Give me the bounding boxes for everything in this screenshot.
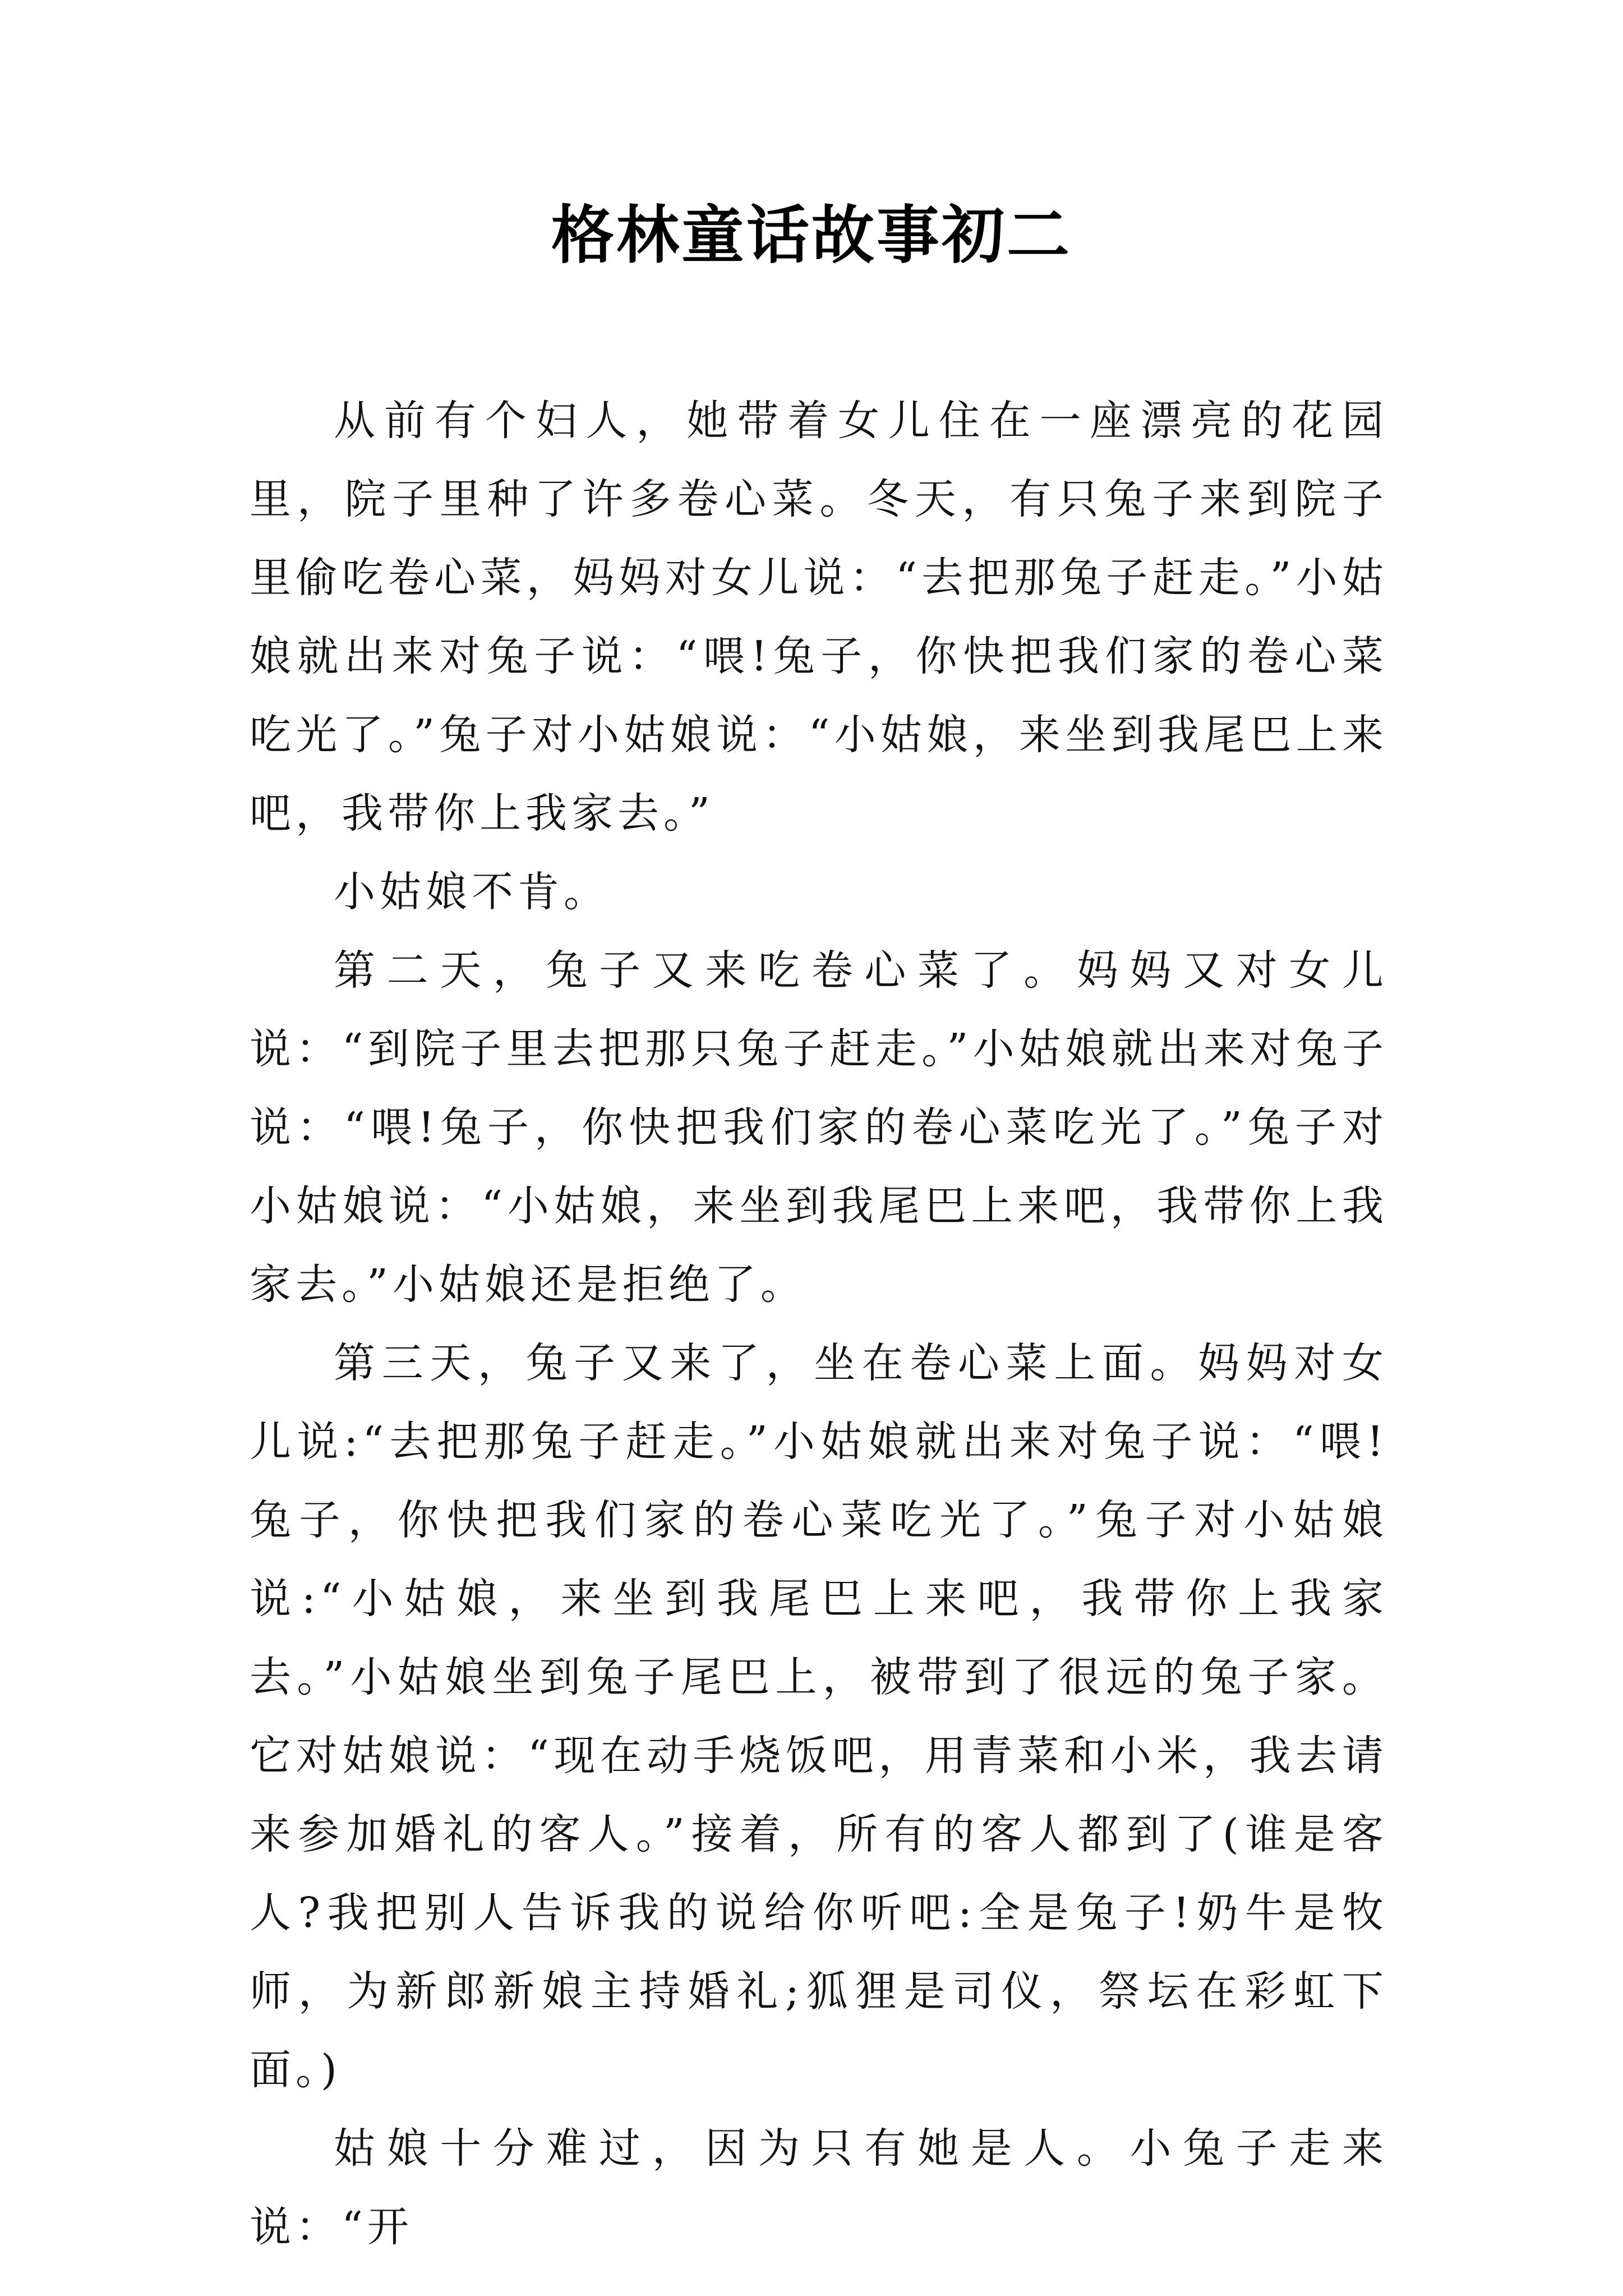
- paragraph: 姑娘十分难过，因为只有她是人。小兔子走来说：“开: [250, 2124, 1388, 2251]
- document-body: [250, 381, 1388, 2266]
- paragraph: 第二天，兔子又来吃卷心菜了。妈妈又对女儿说：“到院子里去把那只兔子赶走。”小姑娘就出来对兔子说：“喂!兔子，你快把我们家的卷心菜吃光了。”兔子对小姑娘说：“小姑娘，来坐到我尾巴上来吧，我带你上我家去。”小姑娘还是拒绝了。: [250, 946, 1388, 1309]
- paragraph: 从前有个妇人，她带着女儿住在一座漂亮的花园里，院子里种了许多卷心菜。冬天，有只兔子来到院子里偷吃卷心菜，妈妈对女儿说：“去把那兔子赶走。”小姑娘就出来对兔子说：“喂!兔子，你快把我们家的卷心菜吃光了。”兔子对小姑娘说：“小姑娘，来坐到我尾巴上来吧，我带你上我家去。”: [250, 397, 1388, 838]
- document-title: 格林童话故事初二: [551, 199, 1072, 272]
- paragraph: 小姑娘不肯。: [334, 868, 610, 916]
- paragraph: 第三天，兔子又来了，坐在卷心菜上面。妈妈对女儿说:“去把那兔子赶走。”小姑娘就出来对兔子说：“喂!兔子，你快把我们家的卷心菜吃光了。”兔子对小姑娘说:“小姑娘，来坐到我尾巴上来吧，我带你上我家去。”小姑娘坐到兔子尾巴上，被带到了很远的兔子家。它对姑娘说：“现在动手烧饭吧，用青菜和小米，我去请来参加婚礼的客人。”接着，所有的客人都到了(谁是客人?我把别人告诉我的说给你听吧:全是兔子!奶牛是牧师，为新郎新娘主持婚礼;狐狸是司仪，祭坛在彩虹下面。): [250, 1339, 1388, 2094]
